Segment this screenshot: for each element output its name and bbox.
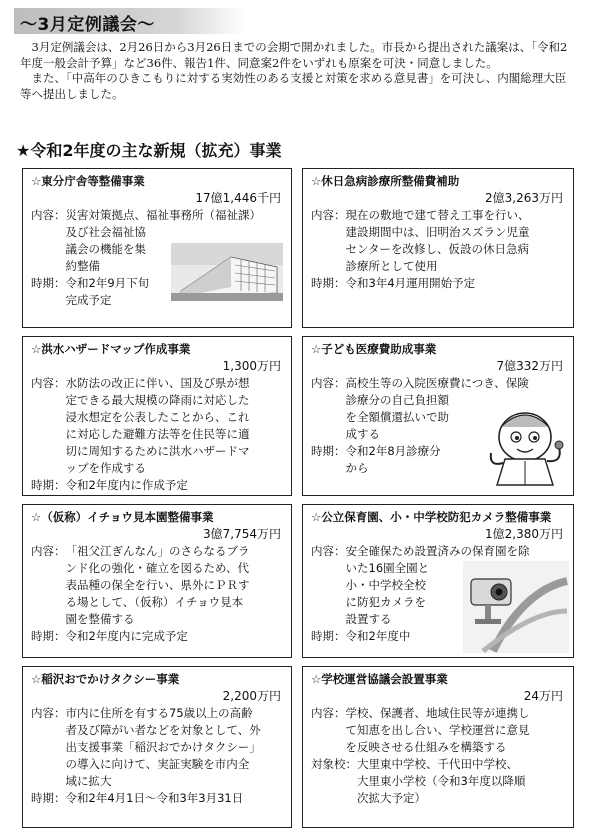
period-line: 完成予定 — [65, 293, 112, 307]
content-line: を反映させる仕組みを構築する — [345, 740, 507, 754]
project-amount: 1億2,380万円 — [485, 527, 563, 541]
content-line: を全額償還払いで助 — [345, 410, 449, 424]
project-amount: 24万円 — [523, 689, 563, 703]
content-label: 内容： — [311, 544, 346, 558]
content-label: 内容： — [311, 208, 346, 222]
project-title: ☆東分庁舎等整備事業 — [31, 174, 145, 188]
intro-paragraph-2: また、「中高年のひきこもりに対する実効性のある支援と対策を求める意見書」を可決し、内閣総理大臣等へ提出しました。 — [20, 71, 567, 101]
project-title: ☆洪水ハザードマップ作成事業 — [31, 342, 191, 356]
project-box-flood-map — [22, 336, 292, 496]
content-line: に対応した避難方法等を住民等に適 — [65, 427, 250, 441]
content-line: 小・中学校全校 — [345, 578, 426, 592]
content-line: ップを作成する — [65, 461, 146, 475]
content-line: 表品種の保全を行い、県外にＰＲす — [65, 578, 250, 592]
content-line: 現在の敷地で建て替え工事を行い、 — [345, 208, 530, 222]
project-amount: 17億1,446千円 — [195, 191, 281, 205]
content-line: いた16園全園と — [345, 561, 430, 575]
content-label: 内容： — [31, 544, 66, 558]
content-line: 災害対策拠点、福祉事務所（福祉課） — [65, 208, 261, 222]
section-title: 〜3月定例議会〜 — [20, 15, 155, 35]
period-label: 時期： — [31, 629, 66, 643]
content-line: 者及び障がい者などを対象として、外 — [65, 723, 261, 737]
target-line: 次拡大予定） — [357, 791, 426, 805]
content-line: 設置する — [345, 612, 392, 626]
content-line: 高校生等の入院医療費につき、保険 — [345, 376, 529, 390]
project-box-ginkgo-garden — [22, 504, 292, 658]
projects-subheading: ★令和2年度の主な新規（拡充）事業 — [16, 141, 282, 160]
project-box-outing-taxi — [22, 666, 292, 828]
project-title: ☆（仮称）イチョウ見本園整備事業 — [31, 510, 214, 524]
project-box-east-office — [22, 168, 292, 328]
period-line: 令和2年8月診療分 — [345, 444, 441, 458]
project-title: ☆休日急病診療所整備費補助 — [311, 174, 460, 188]
period-line: から — [345, 461, 369, 475]
target-label: 対象校： — [311, 757, 357, 771]
intro-text — [20, 40, 576, 102]
content-label: 内容： — [311, 376, 346, 390]
project-title: ☆公立保育園、小・中学校防犯カメラ整備事業 — [311, 510, 552, 524]
period-label: 時期： — [31, 791, 66, 805]
project-amount: 2,200万円 — [222, 689, 281, 703]
content-line: 「祖父江ぎんなん」のさらなるブラ — [65, 544, 250, 558]
project-box-school-council — [302, 666, 574, 828]
content-line: 市内に住所を有する75歳以上の高齢 — [65, 706, 253, 720]
content-line: 定できる最大規模の降雨に対応した — [65, 393, 250, 407]
intro-paragraph-1: 3月定例議会は、2月26日から3月26日までの会期で開かれました。市長から提出された議案は、「令和2年度一般会計予算」など36件、報告1件、同意案2件をいずれも原案を可決・同意しました。 — [20, 40, 568, 70]
project-amount: 1,300万円 — [222, 359, 281, 373]
project-amount: 7億332万円 — [496, 359, 563, 373]
period-line: 令和2年4月1日〜令和3年3月31日 — [65, 791, 244, 805]
content-line: る場として、（仮称）イチョウ見本 — [65, 595, 244, 609]
project-box-holiday-clinic — [302, 168, 574, 328]
content-line: 建設期間中は、旧明治スズラン児童 — [345, 225, 530, 239]
content-line: 安全確保ため設置済みの保育園を除 — [345, 544, 530, 558]
project-amount: 3億7,754万円 — [203, 527, 281, 541]
content-line: 出支援事業「稲沢おでかけタクシー」 — [65, 740, 261, 754]
content-line: の導入に向けて、実証実験を市内全 — [65, 757, 250, 771]
content-line: センターを改修し、仮設の休日急病 — [345, 242, 530, 256]
period-label: 時期： — [31, 478, 66, 492]
content-label: 内容： — [31, 208, 66, 222]
content-line: ンド化の強化・確立を図るため、代 — [65, 561, 250, 575]
content-line: 成する — [345, 427, 380, 441]
content-label: 内容： — [31, 706, 66, 720]
content-line: 域に拡大 — [65, 774, 112, 788]
content-line: 園を整備する — [65, 612, 135, 626]
period-label: 時期： — [311, 629, 346, 643]
content-line: 約整備 — [65, 259, 100, 273]
target-line: 大里東中学校、千代田中学校、 — [357, 757, 518, 771]
project-title: ☆稲沢おでかけタクシー事業 — [31, 672, 180, 686]
building-photo — [171, 243, 283, 301]
project-amount: 2億3,263万円 — [485, 191, 563, 205]
content-line: 学校、保護者、地域住民等が連携し — [345, 706, 530, 720]
security-camera-photo — [463, 561, 569, 653]
period-label: 時期： — [311, 276, 346, 290]
project-box-security-camera — [302, 504, 574, 658]
content-line: て知恵を出し合い、学校運営に意見 — [345, 723, 530, 737]
period-line: 令和2年度内に作成予定 — [65, 478, 188, 492]
period-label: 時期： — [311, 444, 346, 458]
target-line: 大里東小学校（令和3年度以降順 — [357, 774, 526, 788]
period-line: 令和2年度内に完成予定 — [65, 629, 188, 643]
project-box-child-medical — [302, 336, 574, 496]
doctor-mascot-illustration — [483, 401, 567, 489]
content-line: 診療分の自己負担額 — [345, 393, 449, 407]
content-line: 診療所として使用 — [345, 259, 438, 273]
project-title: ☆子ども医療費助成事業 — [311, 342, 437, 356]
content-line: 切に周知するために洪水ハザードマ — [65, 444, 250, 458]
period-line: 令和3年4月運用開始予定 — [345, 276, 476, 290]
content-line: 水防法の改正に伴い、国及び県が想 — [65, 376, 250, 390]
content-label: 内容： — [311, 706, 346, 720]
period-label: 時期： — [31, 276, 66, 290]
content-label: 内容： — [31, 376, 66, 390]
content-line: 議会の機能を集 — [65, 242, 146, 256]
content-line: 浸水想定を公表したことから、これ — [65, 410, 250, 424]
period-line: 令和2年9月下旬 — [65, 276, 150, 290]
content-line: 及び社会福祉協 — [65, 225, 146, 239]
project-title: ☆学校運営協議会設置事業 — [311, 672, 448, 686]
content-line: に防犯カメラを — [345, 595, 426, 609]
period-line: 令和2年度中 — [345, 629, 411, 643]
